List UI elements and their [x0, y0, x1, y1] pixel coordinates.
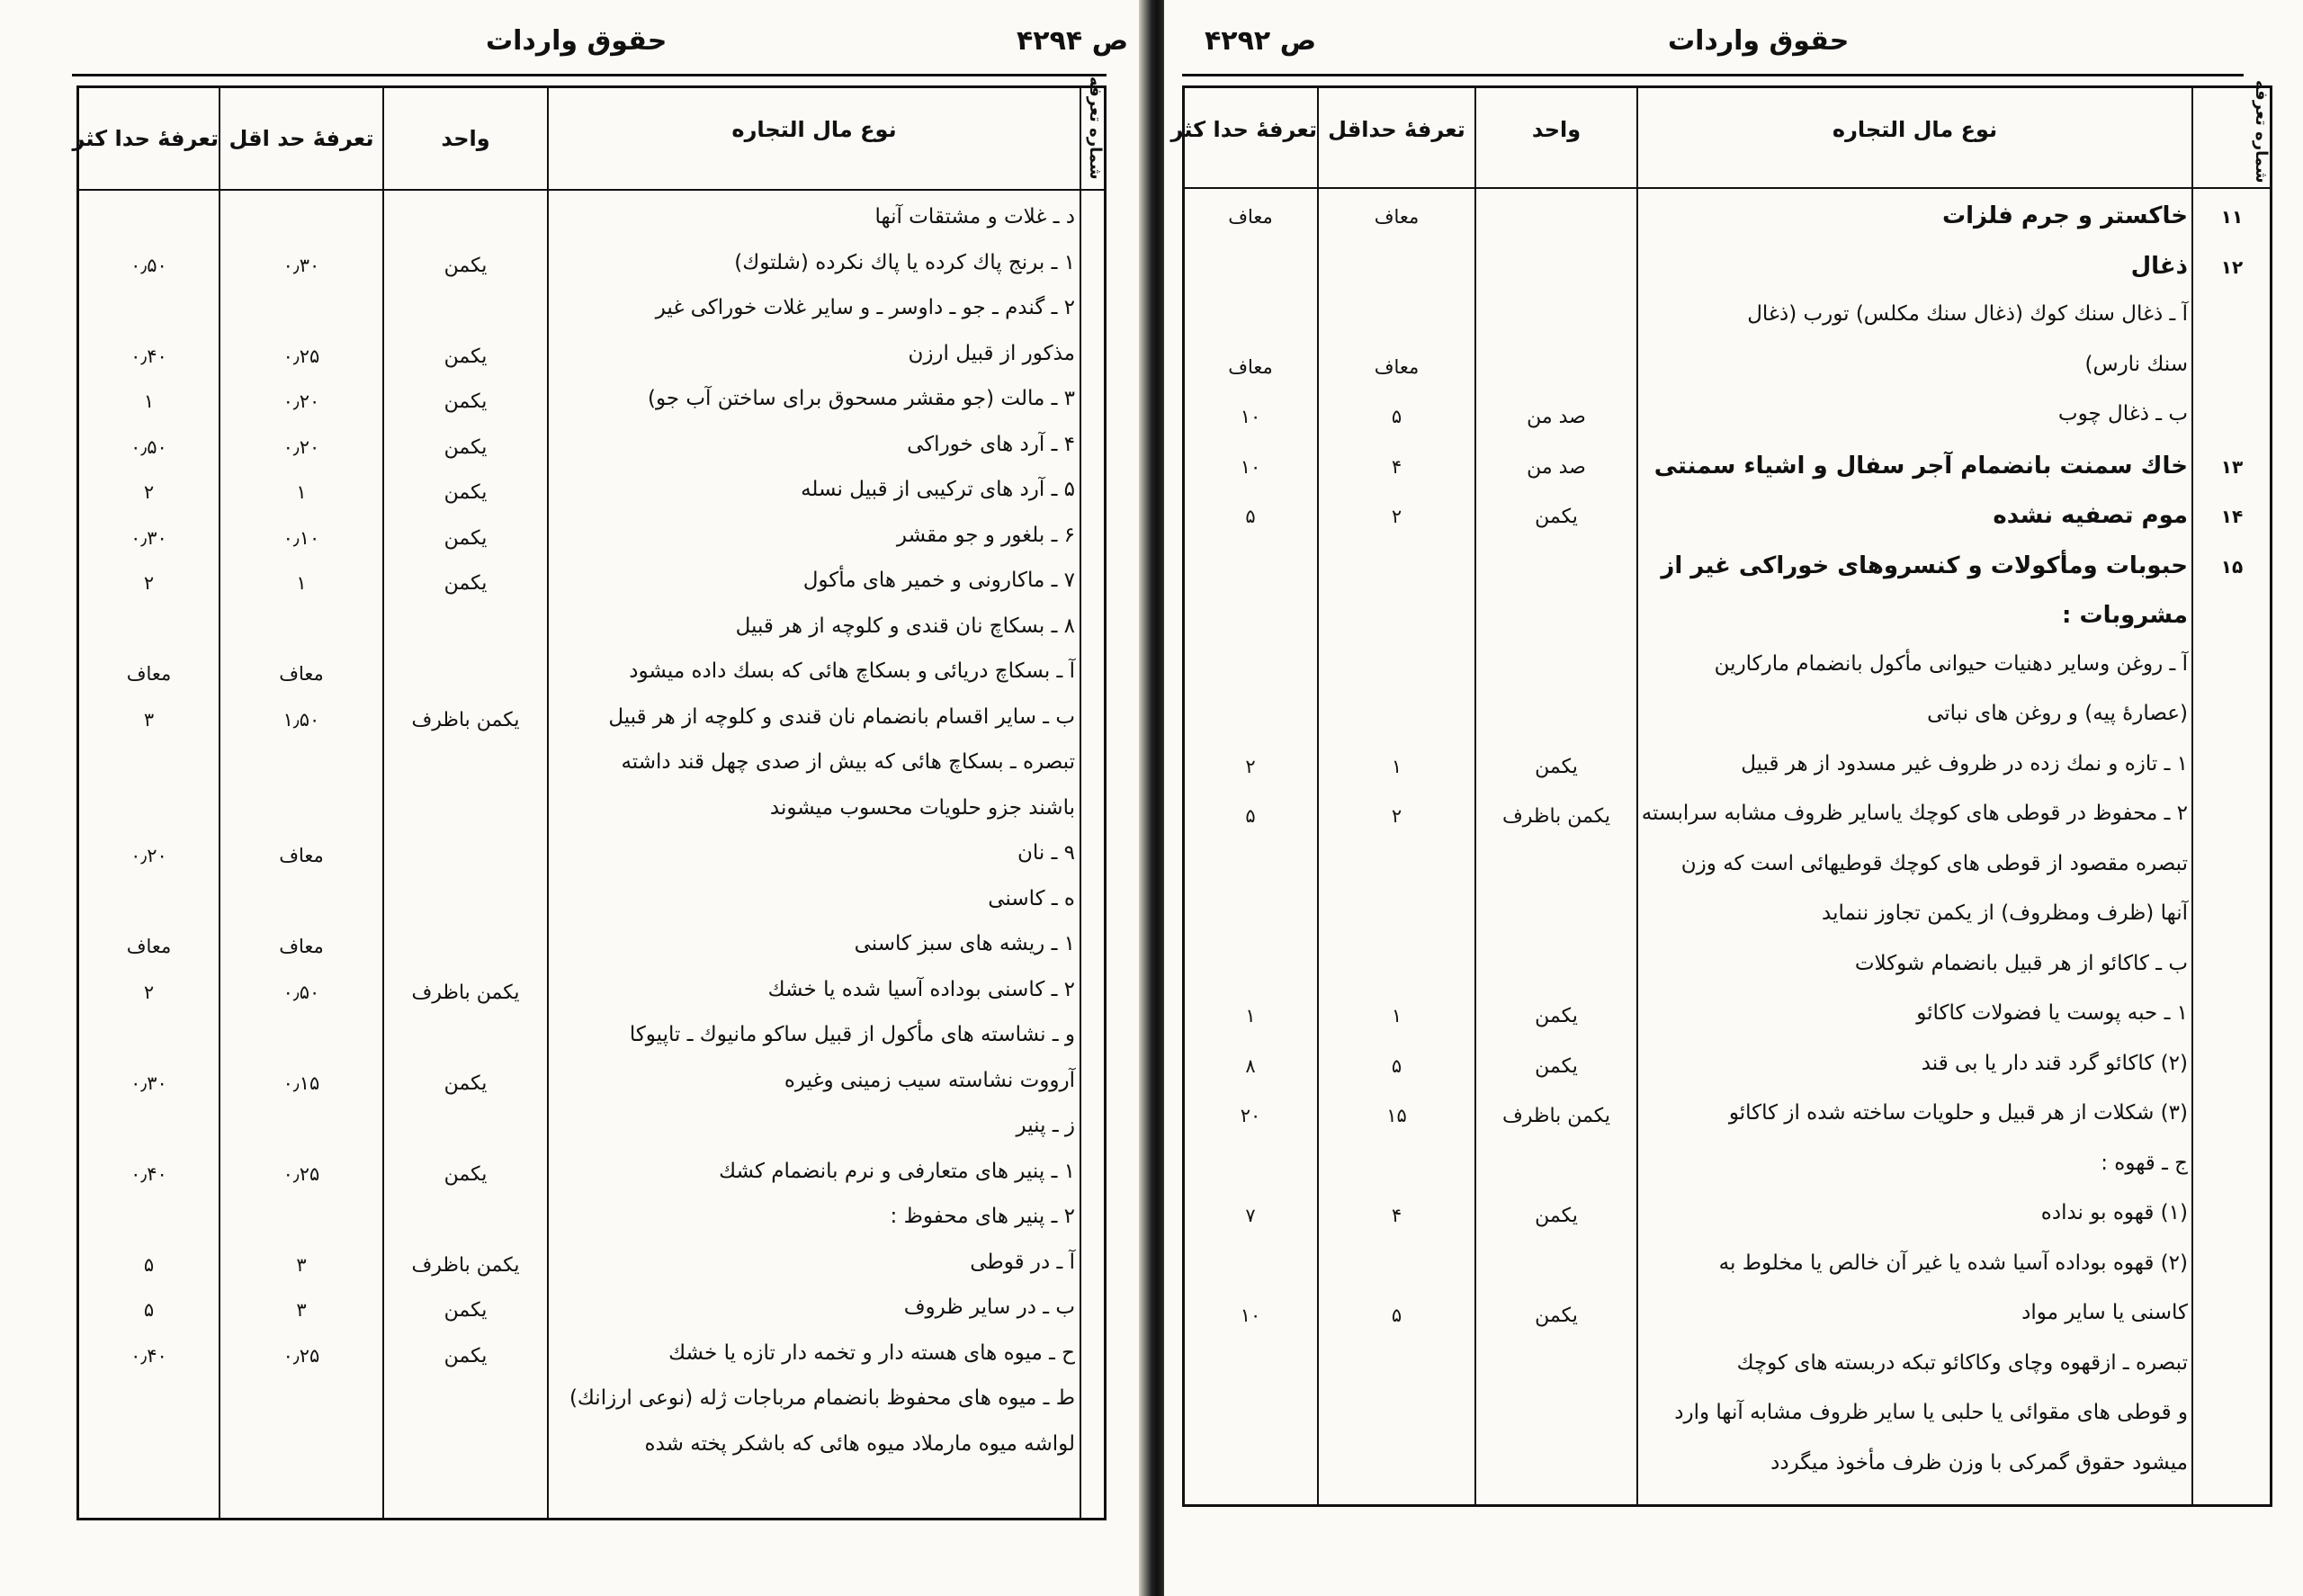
- right-head-goods: نوع مال التجاره: [1832, 117, 1998, 142]
- left-row-desc: ۲ ـ پنير های محفوظ :: [890, 1205, 1075, 1228]
- left-row-desc: ح ـ ميوه های هسته دار و تخمه دار تازه يا خشك: [668, 1340, 1075, 1365]
- right-row-min: ۱: [1391, 1005, 1402, 1027]
- right-row-min: ۴: [1391, 455, 1402, 478]
- left-row-desc: ۱ ـ ريشه های سبز كاسنی: [854, 932, 1075, 955]
- left-row-desc: باشند جزو حلويات محسوب ميشوند: [769, 795, 1075, 820]
- right-row-desc: ۱ ـ حبه پوست يا فضولات كاكائو: [1916, 1001, 2188, 1025]
- right-row-unit: يكمن باظرف: [1501, 805, 1610, 828]
- right-row-unit: يكمن: [1535, 755, 1578, 778]
- left-row-unit: يكمن باظرف: [411, 981, 520, 1004]
- left-row-desc: ۸ ـ بسكاچ نان قندی و كلوچه از هر قبيل: [735, 614, 1075, 638]
- right-col-divider: [1474, 85, 1476, 1507]
- right-row-desc: ب ـ ذغال چوب: [2057, 402, 2188, 426]
- left-col-divider: [1080, 85, 1081, 1520]
- right-row-min: ۵: [1391, 406, 1402, 427]
- right-row-desc: (۳) شكلات از هر قبيل و حلويات ساخته شده از كاكائو: [1728, 1101, 2188, 1125]
- right-row-no: ۱۱: [2220, 206, 2244, 228]
- right-row-min: ۵: [1391, 1305, 1402, 1326]
- left-row-min: ۳: [296, 1253, 307, 1276]
- left-row-desc: ۱ ـ برنج پاك كرده يا پاك نكرده (شلتوك): [734, 250, 1075, 274]
- right-header-row-divider: [1182, 187, 2272, 189]
- left-row-max: معاف: [126, 936, 172, 957]
- right-table-frame: [1170, 80, 2272, 1507]
- left-row-desc: لواشه ميوه مارملاد ميوه هائی كه باشكر پخته شده: [644, 1431, 1075, 1456]
- left-row-min: ۰٫۲۰: [282, 435, 320, 458]
- right-row-unit: يكمن باظرف: [1501, 1105, 1610, 1127]
- left-row-desc: تبصره ـ بسكاچ هائی كه بيش از صدی چهل قند داشته: [621, 750, 1075, 774]
- right-row-max: ۵: [1245, 506, 1256, 527]
- left-row-unit: يكمن: [444, 526, 488, 550]
- left-row-desc: ۵ ـ آرد های تركيبی از قبيل نسله: [801, 478, 1075, 501]
- left-row-unit: يكمن باظرف: [411, 708, 520, 731]
- right-row-desc: (۲) قهوه بوداده آسيا شده يا غير آن خالص يا مخلوط به: [1718, 1251, 2188, 1275]
- right-row-desc: خاكستر و جرم فلزات: [1942, 202, 2188, 229]
- right-row-desc: ۲ ـ محفوظ در قوطی های كوچك ياساير ظروف مشابه سرابسته: [1641, 802, 2188, 825]
- left-col-divider: [547, 85, 549, 1520]
- left-row-desc: آرووت نشاسته سيب زمينی وغيره: [784, 1068, 1075, 1092]
- left-row-desc: ه ـ كاسنی: [988, 886, 1075, 910]
- right-row-max: ۲: [1245, 755, 1256, 777]
- left-row-unit: يكمن: [444, 390, 488, 413]
- left-row-desc: و ـ نشاسته های مأكول از قبيل ساكو مانيوك ـ تاپيوكا: [629, 1023, 1075, 1046]
- left-row-max: ۵: [143, 1253, 155, 1276]
- right-row-no: ۱۵: [2220, 555, 2244, 578]
- right-row-min: ۲: [1391, 805, 1402, 827]
- right-header-title: حقوق واردات: [1668, 25, 1850, 57]
- right-row-desc: سنك نارس): [2084, 352, 2188, 376]
- right-row-max: معاف: [1228, 355, 1273, 378]
- left-row-min: معاف: [279, 663, 324, 685]
- right-row-max: ۱۰: [1240, 455, 1261, 478]
- left-row-desc: ب ـ در ساير ظروف: [903, 1296, 1075, 1319]
- left-row-desc: د ـ غلات و مشتقات آنها: [874, 205, 1075, 229]
- left-row-min: ۱٫۵۰: [282, 708, 320, 731]
- left-row-desc: ۱ ـ پنير های متعارفی و نرم بانضمام كشك: [719, 1159, 1075, 1183]
- right-row-min: معاف: [1374, 206, 1420, 228]
- right-row-max: ۲۰: [1240, 1105, 1261, 1126]
- right-row-unit: يكمن: [1535, 1005, 1578, 1027]
- left-row-desc: ۴ ـ آرد های خوراكی: [907, 432, 1075, 456]
- left-header-rule: [72, 74, 1107, 76]
- left-row-desc: ز ـ پنير: [1016, 1114, 1075, 1137]
- left-head-min: تعرفهٔ حد اقل: [229, 126, 374, 151]
- right-row-desc: ميشود حقوق گمركی با وزن ظرف مأخوذ ميگردد: [1770, 1450, 2188, 1475]
- right-row-desc: تبصره مقصود از قوطی های كوچك قوطيهائی است كه وزن: [1680, 851, 2188, 875]
- right-head-max: تعرفهٔ حدا كثر: [1170, 117, 1317, 142]
- left-head-item-no: شماره تعرفه: [1086, 76, 1105, 180]
- right-row-desc: (۱) قهوه بو نداده: [2040, 1201, 2188, 1224]
- right-row-desc: (۲) كاكائو گرد قند دار يا بی قند: [1921, 1051, 2188, 1075]
- left-row-desc: ۹ ـ نان: [1017, 841, 1075, 865]
- right-page: [1164, 0, 2303, 1596]
- right-row-no: ۱۳: [2220, 455, 2244, 478]
- left-row-unit: يكمن: [444, 481, 488, 504]
- left-row-max: ۰٫۵۰: [130, 435, 167, 458]
- right-row-desc: مشروبات :: [2062, 602, 2188, 629]
- right-row-max: ۱۰: [1240, 406, 1261, 427]
- right-row-desc: حبوبات ومأكولات و كنسروهای خوراكی غير از: [1661, 551, 2188, 579]
- right-head-unit: واحد: [1531, 117, 1582, 142]
- right-row-min: ۵: [1391, 1054, 1402, 1077]
- right-row-max: ۸: [1245, 1054, 1256, 1077]
- left-row-min: معاف: [279, 845, 324, 866]
- right-page-number: ص ۴۲۹۲: [1205, 25, 1317, 57]
- right-row-desc: آ ـ ذغال سنك كوك (ذغال سنك مكلس) تورب (ذغال: [1747, 302, 2188, 326]
- right-row-desc: ب ـ كاكائو از هر قبيل بانضمام شوكلات: [1854, 951, 2188, 975]
- left-row-max: ۰٫۴۰: [130, 345, 167, 367]
- left-row-min: ۰٫۲۵: [282, 1162, 320, 1185]
- left-row-max: ۰٫۳۰: [130, 526, 167, 549]
- right-row-max: ۵: [1245, 805, 1256, 827]
- left-row-max: ۰٫۴۰: [130, 1344, 167, 1367]
- left-row-desc: ط ـ ميوه های محفوظ بانضمام مرباجات ژله (نوعی ارزانك): [569, 1386, 1075, 1410]
- right-row-unit: صد من: [1527, 406, 1586, 428]
- left-row-max: ۱: [143, 390, 155, 412]
- left-row-min: ۳: [296, 1299, 307, 1321]
- right-row-min: ۲: [1391, 506, 1402, 527]
- right-row-max: معاف: [1228, 206, 1273, 228]
- right-row-min: ۱: [1391, 755, 1402, 777]
- left-head-goods: نوع مال التجاره: [731, 117, 897, 142]
- right-row-unit: صد من: [1527, 455, 1586, 479]
- right-row-no: ۱۲: [2220, 256, 2244, 278]
- left-row-max: ۰٫۲۰: [130, 845, 167, 866]
- left-row-unit: يكمن: [444, 1344, 488, 1367]
- left-row-unit: يكمن: [444, 254, 488, 277]
- left-row-max: ۲: [143, 481, 155, 503]
- left-row-min: معاف: [279, 936, 324, 957]
- right-row-desc: و قوطی های مقوائی يا حلبی يا ساير ظروف مشابه آنها وارد: [1674, 1401, 2188, 1424]
- left-row-min: ۰٫۲۵: [282, 345, 320, 367]
- left-row-min: ۰٫۵۰: [282, 981, 320, 1003]
- right-row-unit: يكمن: [1535, 1054, 1578, 1078]
- right-row-unit: يكمن: [1535, 1305, 1578, 1327]
- left-row-min: ۰٫۳۰: [282, 254, 320, 276]
- left-row-desc: ۳ ـ مالت (جو مقشر مسحوق برای ساختن آب جو): [647, 387, 1075, 410]
- right-row-min: معاف: [1374, 355, 1420, 378]
- right-row-no: ۱۴: [2220, 506, 2244, 527]
- left-row-min: ۰٫۲۵: [282, 1344, 320, 1367]
- right-col-divider: [1636, 85, 1638, 1507]
- left-row-desc: آ ـ در قوطی: [970, 1250, 1075, 1274]
- right-row-desc: ۱ ـ تازه و نمك زده در ظروف غير مسدود از هر قبيل: [1741, 751, 2188, 776]
- left-row-unit: يكمن: [444, 1071, 488, 1095]
- left-row-desc: ۷ ـ ماكارونی و خمير های مأكول: [802, 569, 1075, 592]
- right-col-divider: [2191, 85, 2193, 1507]
- left-header-title: حقوق واردات: [486, 25, 668, 57]
- left-row-min: ۰٫۱۰: [282, 526, 320, 549]
- left-row-desc: مذكور از قبيل ارزن: [908, 341, 1075, 365]
- left-row-unit: يكمن: [444, 1299, 488, 1322]
- right-row-desc: آ ـ روغن وساير دهنيات حيوانی مأكول بانضمام ماركارين: [1714, 651, 2188, 676]
- left-row-desc: ب ـ ساير اقسام بانضمام نان قندی و كلوچه از هر قبيل: [608, 704, 1075, 729]
- left-row-max: ۰٫۴۰: [130, 1162, 167, 1185]
- left-page-number: ص ۴۲۹۴: [1017, 25, 1129, 57]
- left-row-desc: ۶ ـ بلغور و جو مقشر: [896, 523, 1075, 547]
- left-row-desc: آ ـ بسكاچ دريائی و بسكاچ هائی كه بسك داده ميشود: [629, 659, 1075, 683]
- right-row-max: ۱: [1245, 1005, 1256, 1027]
- left-row-desc: ۲ ـ كاسنی بوداده آسيا شده يا خشك: [767, 977, 1075, 1001]
- left-head-max: تعرفهٔ حدا کثر: [72, 126, 219, 151]
- right-row-desc: ج ـ قهوه :: [2101, 1151, 2188, 1175]
- right-head-item-no: شماره تعرفه: [2252, 80, 2271, 184]
- left-head-unit: واحد: [441, 126, 490, 151]
- left-row-max: ۰٫۳۰: [130, 1071, 167, 1094]
- left-row-unit: يكمن: [444, 1162, 488, 1186]
- right-row-desc: كاسنی يا ساير مواد: [2021, 1301, 2188, 1324]
- left-row-min: ۱: [296, 481, 307, 503]
- right-row-max: ۷: [1245, 1205, 1256, 1226]
- left-row-max: معاف: [126, 663, 172, 685]
- left-row-unit: يكمن: [444, 435, 488, 459]
- left-row-min: ۰٫۱۵: [282, 1071, 320, 1094]
- left-header-row-divider: [76, 189, 1107, 191]
- right-row-min: ۱۵: [1386, 1105, 1407, 1126]
- left-row-unit: يكمن: [444, 345, 488, 368]
- right-row-desc: آنها (ظرف ومظروف) از يكمن تجاوز ننمايد: [1822, 901, 2188, 925]
- left-row-unit: يكمن: [444, 572, 488, 595]
- right-row-min: ۴: [1391, 1205, 1402, 1226]
- right-row-unit: يكمن: [1535, 506, 1578, 528]
- right-row-desc: موم تصفيه نشده: [1993, 502, 2188, 529]
- right-row-desc: تبصره ـ ازقهوه وچای وكاكائو تبكه دربسته های كوچك: [1736, 1350, 2188, 1375]
- right-row-desc: خاك سمنت بانضمام آجر سفال و اشياء سمنتی: [1653, 452, 2188, 480]
- left-row-max: ۳: [143, 708, 155, 731]
- right-row-desc: ذغال: [2130, 252, 2188, 280]
- right-row-unit: يكمن: [1535, 1205, 1578, 1227]
- left-row-max: ۰٫۵۰: [130, 254, 167, 276]
- right-header-rule: [1182, 74, 2244, 76]
- left-row-min: ۰٫۲۰: [282, 390, 320, 412]
- left-row-min: ۱: [296, 572, 307, 594]
- left-row-unit: يكمن باظرف: [411, 1253, 520, 1277]
- left-row-max: ۲: [143, 572, 155, 594]
- left-row-desc: ۲ ـ گندم ـ جو ـ داوسر ـ و ساير غلات خوراكی غير: [655, 296, 1075, 319]
- right-row-max: ۱۰: [1240, 1305, 1261, 1326]
- left-row-max: ۵: [143, 1299, 155, 1321]
- right-row-desc: (عصارهٔ پيه) و روغن های نباتی: [1927, 702, 2188, 725]
- left-row-max: ۲: [143, 981, 155, 1003]
- right-head-min: تعرفهٔ حداقل: [1328, 117, 1465, 142]
- right-col-divider: [1317, 85, 1319, 1507]
